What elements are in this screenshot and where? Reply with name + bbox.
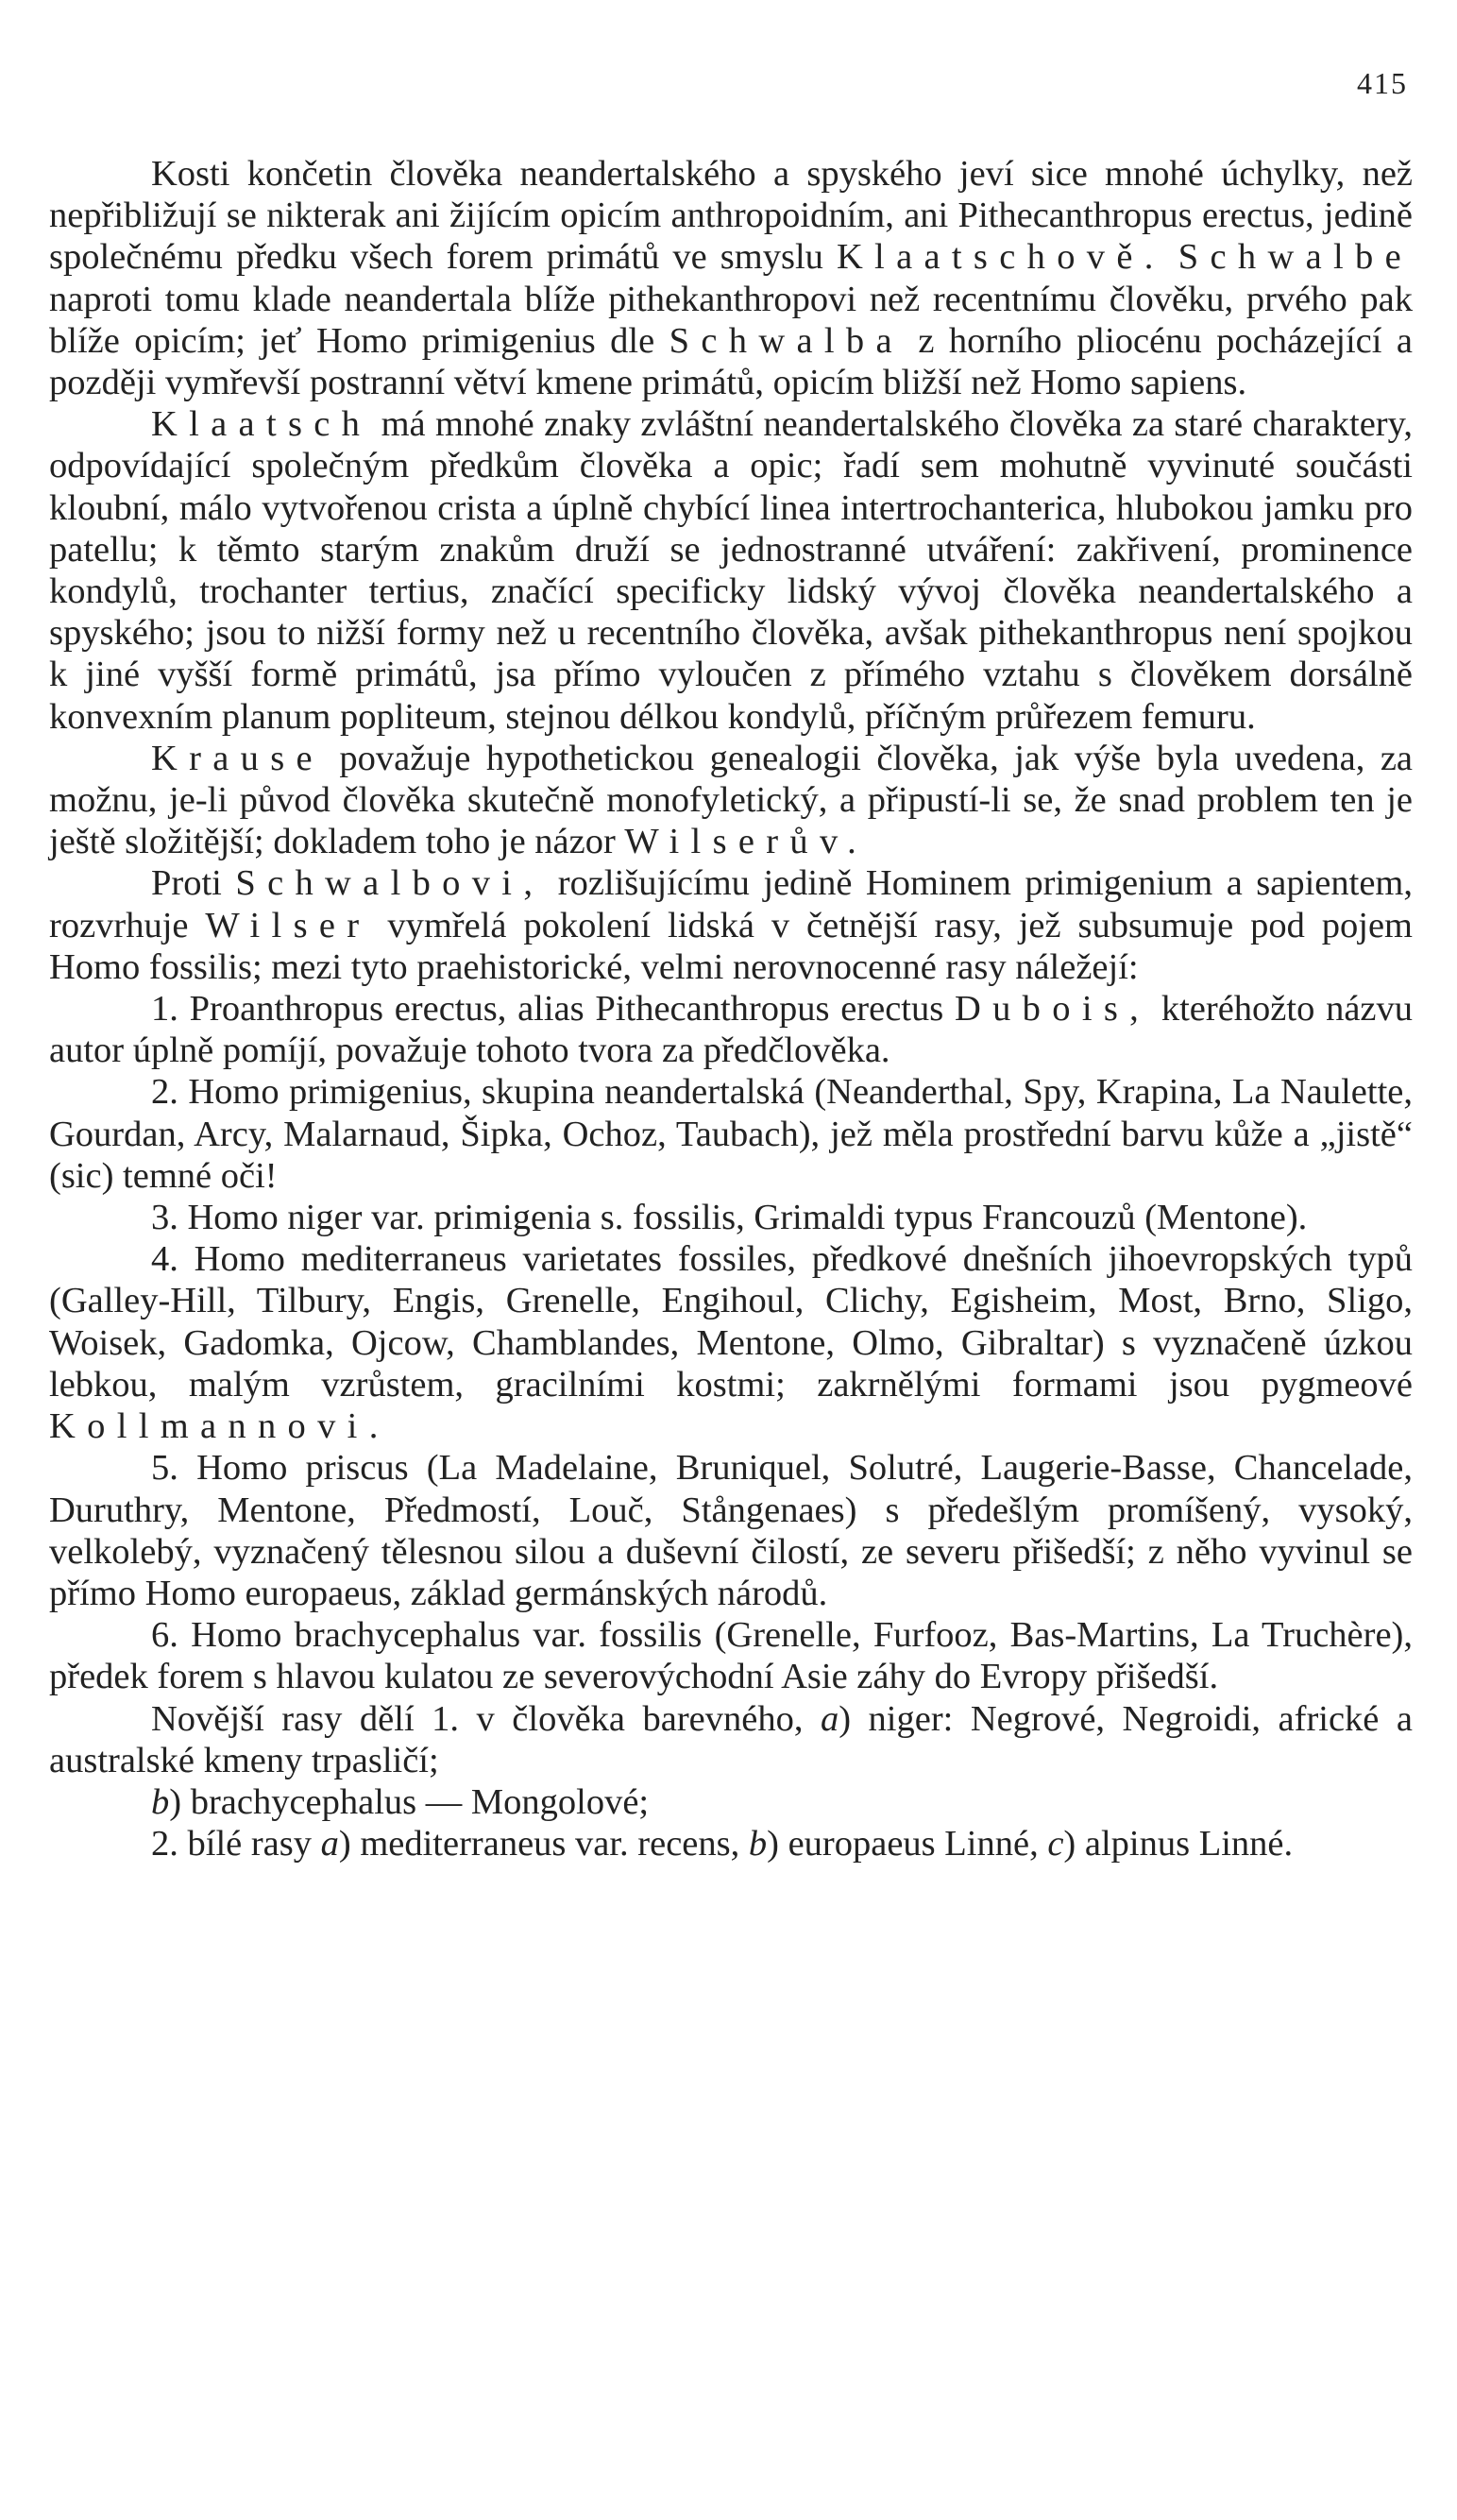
list-item-1 <box>49 988 1413 1071</box>
item-letter: b <box>748 1824 768 1864</box>
author-name: Klaatschově. <box>836 237 1165 278</box>
item-letter: a <box>320 1824 339 1864</box>
text-run: považuje hypothetickou genealogii člověka, jak výše byla uvedena, za možnu, je-li původ člověka skutečně monofyletický, a připustí-li se, že snad problem ten je ještě složitější; dokladem toho je názor <box>49 738 1413 862</box>
body-text <box>49 153 1413 1864</box>
paragraph-5 <box>49 1698 1413 1781</box>
author-name: Wilserův. <box>624 822 869 862</box>
paragraph-4 <box>49 862 1413 988</box>
text-run: ) europaeus Linné, <box>767 1824 1048 1864</box>
text-run: vymřelá pokolení lidská v četnější rasy, jež subsumuje pod pojem Homo fossilis; mezi tyto praehistorické, velmi nerovnocenné rasy náležejí: <box>49 905 1413 987</box>
paragraph-3 <box>49 738 1413 863</box>
author-name: Schwalba <box>669 320 904 361</box>
text-run: Kosti končetin člověka neandertalského a spyského jeví sice mnohé úchylky, než nepřibližují se nikterak ani žijícím opicím anthropoidním, ani Pithecanthropus erectus, jedině společnému předku všech forem primátů ve smyslu <box>49 154 1413 278</box>
text-run: má mnohé znaky zvláštní neandertalského člověka za staré charaktery, odpovídající společným předkům člověka a opic; řadí sem mohutně vyvinuté součásti kloubní, málo vytvořenou crista a úplně chybící linea intertrochanterica, hlubokou jamku pro patellu; k těmto starým znakům druží se jednostranné utváření: zakřivení, prominence kondylů, trochanter tertius, značící specificky lidský vývoj člověka neandertalského a spyského; jsou to nižší formy než u recentního člověka, avšak pithekanthropus není spojkou k jiné vyšší formě primátů, jsa přímo vyloučen z přímého vztahu s člověkem dorsálně konvexním planum popliteum, stejnou délkou kondylů, příčným průřezem femuru. <box>49 404 1413 737</box>
text-run: ) mediterraneus var. recens, <box>338 1824 749 1864</box>
list-item-4 <box>49 1238 1413 1447</box>
text-run: ) niger: Negrové, Negroidi, africké a australské kmeny trpasličí; <box>49 1698 1413 1780</box>
list-item-2: 2. Homo primigenius, skupina neandertalská (Neanderthal, Spy, Krapina, La Naulette, Gourdan, Arcy, Malarnaud, Šipka, Ochoz, Taubach), jež měla prostřední barvu kůže a „jistě“ (sic) temné oči! <box>49 1072 1413 1196</box>
text-run: 1. Proanthropus erectus, alias Pithecanthropus erectus <box>151 989 955 1030</box>
text-run: naproti tomu klade neandertala blíže pithekanthropovi než recentnímu člověku, prvého pak blíže opicím; jeť Homo primigenius dle <box>49 279 1413 361</box>
text-run: z horního pliocénu pocházející a později vymřevší postranní větví kmene primátů, opicím bližší než Homo sapiens. <box>49 320 1414 403</box>
text-run: Proti <box>151 863 236 904</box>
paragraph-2 <box>49 403 1413 738</box>
author-name: Klaatsch <box>151 404 372 445</box>
text-run <box>1165 237 1178 277</box>
text-run: 2. bílé rasy <box>151 1824 321 1864</box>
item-letter: b <box>151 1781 170 1822</box>
text-run: Novější rasy dělí 1. v člověka barevného, <box>151 1698 821 1739</box>
list-item-6: 6. Homo brachycephalus var. fossilis (Grenelle, Furfooz, Bas-Martins, La Truchère), předek forem s hlavou kulatou ze severovýchodní Asie záhy do Evropy přišedší. <box>49 1615 1413 1697</box>
item-letter: a <box>820 1698 839 1739</box>
author-name: Krause <box>151 738 324 778</box>
text-run: rozlišujícímu jedině Hominem primigenium a sapientem, rozvrhuje <box>49 863 1413 945</box>
paragraph-7 <box>49 1823 1413 1864</box>
author-name: Kollmannovi. <box>49 1406 390 1447</box>
paragraph-1 <box>49 153 1413 403</box>
list-item-3: 3. Homo niger var. primigenia s. fossilis, Grimaldi typus Francouzů (Mentone). <box>151 1198 1308 1238</box>
author-name: Dubois, <box>954 989 1151 1030</box>
list-item-5: 5. Homo priscus (La Madelaine, Bruniquel, Solutré, Laugerie-Basse, Chancelade, Duruthry, Mentone, Předmostí, Louč, Stångenaes) s předešlým promíšený, vysoký, velkolebý, vyznačený tělesnou silou a duševní čilostí, ze severu přišedší; z něho vyvinul se přímo Homo europaeus, základ germánských národů. <box>49 1448 1413 1613</box>
text-run: ) brachycephalus — Mongolové; <box>169 1781 650 1822</box>
text-run: kteréhožto názvu autor úplně pomíjí, považuje tohoto tvora za předčlověka. <box>49 989 1413 1071</box>
item-letter: c <box>1047 1824 1064 1864</box>
paragraph-6 <box>49 1781 1413 1823</box>
text-run: 4. Homo mediterraneus varietates fossiles, předkové dnešních jihoevropských typů (Galley-Hill, Tilbury, Engis, Grenelle, Engihoul, Clichy, Egisheim, Most, Brno, Sligo, Woisek, Gadomka, Ojcow, Chamblandes, Mentone, Olmo, Gibraltar) s vyznačeně úzkou lebkou, malým vzrůstem, gracilními kostmi; zakrnělými formami jsou pygmeové <box>49 1239 1413 1405</box>
author-name: Schwalbovi, <box>235 863 545 904</box>
page-number: 415 <box>1357 66 1408 100</box>
author-name: Schwalbe <box>1177 237 1413 278</box>
text-run: ) alpinus Linné. <box>1063 1824 1294 1864</box>
author-name: Wilser <box>205 905 371 945</box>
